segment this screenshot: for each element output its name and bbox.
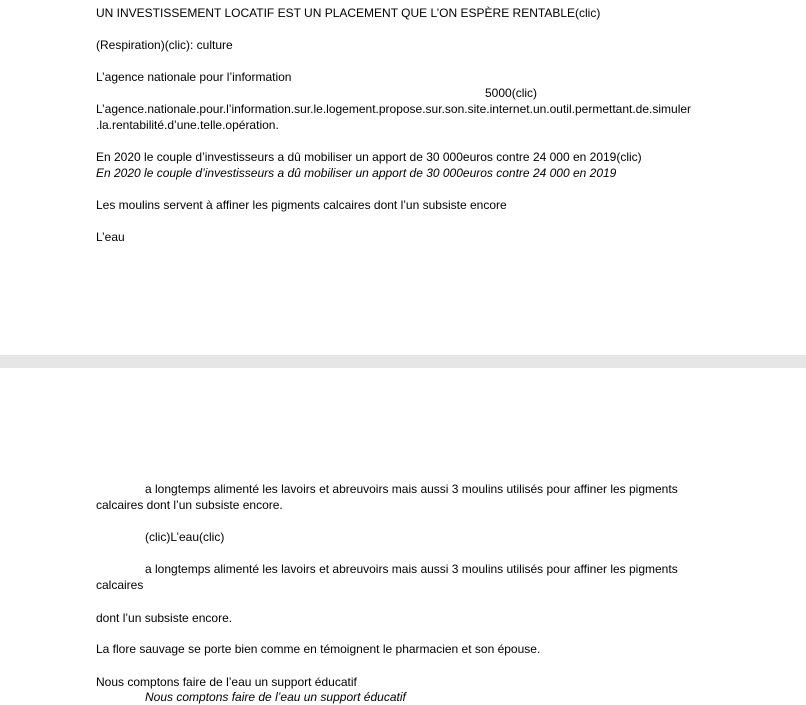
- text-line: Nous comptons faire de l’eau un support éducatif: [96, 675, 357, 689]
- text-line: a longtemps alimenté les lavoirs et abreuvoirs mais aussi 3 moulins utilisés pour affiner les pigments: [145, 562, 678, 576]
- text-line: L’eau: [96, 230, 125, 244]
- heading-line: UN INVESTISSEMENT LOCATIF EST UN PLACEMENT QUE L’ON ESPÈRE RENTABLE(clic): [96, 6, 601, 20]
- text-line: calcaires dont l’un subsiste encore.: [96, 498, 283, 512]
- text-line: a longtemps alimenté les lavoirs et abreuvoirs mais aussi 3 moulins utilisés pour affiner les pigments: [145, 482, 678, 496]
- document-page-2: [0, 368, 806, 705]
- text-line: dont l’un subsiste encore.: [96, 611, 233, 625]
- italic-text-line: En 2020 le couple d’investisseurs a dû mobiliser un apport de 30 000euros contre 24 000 en 2019: [96, 166, 617, 180]
- text-line: (clic)L’eau(clic): [145, 530, 225, 544]
- text-line: (Respiration)(clic): culture: [96, 38, 233, 52]
- italic-text-line: Nous comptons faire de l’eau un support éducatif: [145, 690, 406, 704]
- text-line: .la.rentabilité.d’une.telle.opération.: [96, 118, 279, 132]
- text-line: L’agence nationale pour l’information: [96, 70, 292, 84]
- text-line: La flore sauvage se porte bien comme en témoignent le pharmacien et son épouse.: [96, 642, 541, 656]
- text-line: 5000(clic): [485, 86, 538, 100]
- text-line: calcaires: [96, 578, 144, 592]
- text-line: L’agence.nationale.pour.l’information.sur.le.logement.propose.sur.son.site.internet.un.outil.permettant.de.simuler: [96, 102, 692, 116]
- page-separator: [0, 355, 806, 368]
- text-line: En 2020 le couple d’investisseurs a dû mobiliser un apport de 30 000euros contre 24 000 en 2019(clic): [96, 150, 642, 164]
- text-line: Les moulins servent à affiner les pigments calcaires dont l’un subsiste encore: [96, 198, 507, 212]
